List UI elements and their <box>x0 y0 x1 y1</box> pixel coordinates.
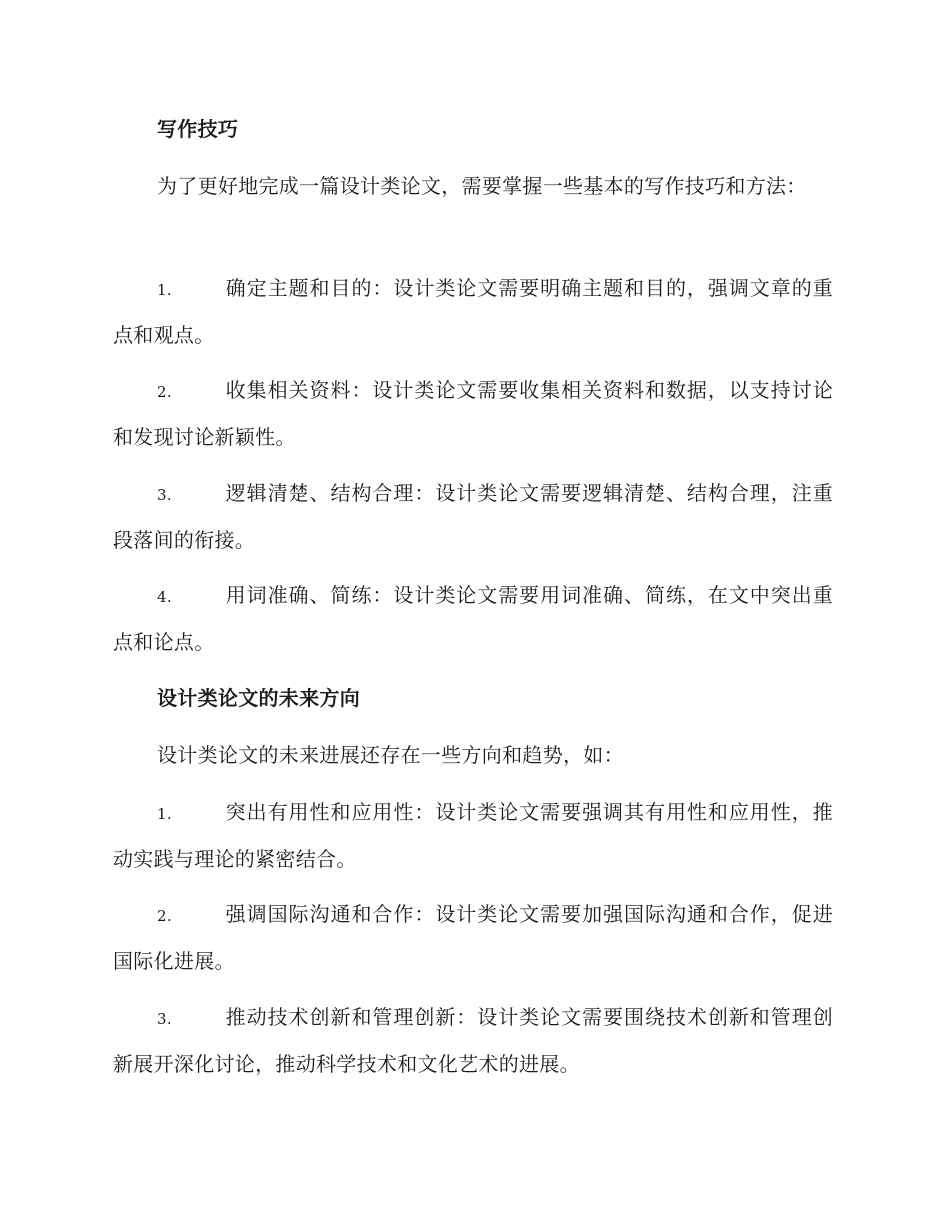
section-intro-writing-tips: 为了更好地完成一篇设计类论文，需要掌握一些基本的写作技巧和方法： <box>157 174 807 198</box>
list-item <box>113 368 833 460</box>
list-item-number: 3. <box>157 1010 172 1028</box>
list-item <box>113 266 833 358</box>
list-item-number: 1. <box>157 281 172 299</box>
list-item <box>113 892 833 984</box>
list-item-text: 强调国际沟通和合作：设计类论文需要加强国际沟通和合作，促进国际化进展。 <box>113 902 833 973</box>
list-item-number: 3. <box>157 486 172 504</box>
list-item-text: 逻辑清楚、结构合理：设计类论文需要逻辑清楚、结构合理，注重段落间的衔接。 <box>113 481 833 552</box>
section-heading-writing-tips: 写作技巧 <box>157 117 239 141</box>
list-item <box>113 471 833 563</box>
section-heading-future-directions: 设计类论文的未来方向 <box>157 686 360 710</box>
list-item-text: 收集相关资料：设计类论文需要收集相关资料和数据，以支持讨论和发现讨论新颖性。 <box>113 378 833 449</box>
list-item-text: 突出有用性和应用性：设计类论文需要强调其有用性和应用性，推动实践与理论的紧密结合。 <box>113 800 833 871</box>
section-intro-future-directions: 设计类论文的未来进展还存在一些方向和趋势，如： <box>157 743 624 767</box>
list-item-number: 2. <box>157 383 172 401</box>
list-item-number: 2. <box>157 907 172 925</box>
list-item <box>113 790 833 882</box>
list-item-number: 1. <box>157 805 172 823</box>
list-item <box>113 995 833 1087</box>
list-item-text: 用词准确、简练：设计类论文需要用词准确、简练，在文中突出重点和论点。 <box>113 583 833 654</box>
list-item-text: 推动技术创新和管理创新：设计类论文需要围绕技术创新和管理创新展开深化讨论，推动科学技术和文化艺术的进展。 <box>113 1005 833 1076</box>
list-item-number: 4. <box>157 588 172 606</box>
list-item <box>113 573 833 665</box>
list-item-text: 确定主题和目的：设计类论文需要明确主题和目的，强调文章的重点和观点。 <box>113 276 833 347</box>
